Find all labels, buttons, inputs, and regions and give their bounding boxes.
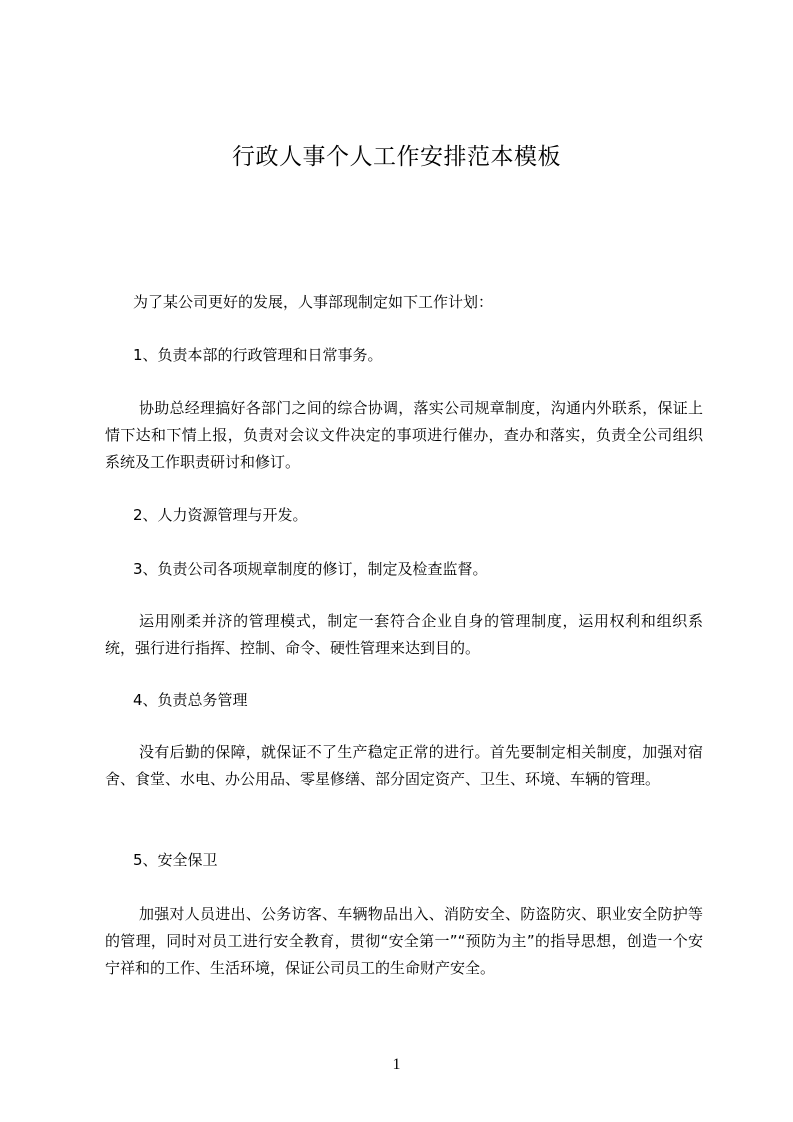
section-4-body: 没有后勤的保障，就保证不了生产稳定正常的进行。首先要制定相关制度，加强对宿舍、食堂、水电、办公用品、零星修缮、部分固定资产、卫生、环境、车辆的管理。 — [105, 743, 703, 788]
section-4-heading: 4、负责总务管理 — [133, 691, 248, 709]
section-1-heading: 1、负责本部的行政管理和日常事务。 — [133, 346, 383, 364]
section-5-body: 加强对人员进出、公务访客、车辆物品出入、消防安全、防盗防灾、职业安全防护等的管理，同时对员工进行安全教育，贯彻“安全第一”“预防为主”的指导思想，创造一个安宁祥和的工作、生活环境，保证公司员工的生命财产安全。 — [105, 905, 703, 977]
section-2-heading: 2、人力资源管理与开发。 — [133, 506, 308, 524]
section-3-heading: 3、负责公司各项规章制度的修订，制定及检查监督。 — [133, 560, 488, 578]
page-number: 1 — [392, 1056, 401, 1073]
section-1-body: 协助总经理搞好各部门之间的综合协调，落实公司规章制度，沟通内外联系，保证上情下达和下情上报，负责对会议文件决定的事项进行催办，查办和落实，负责全公司组织系统及工作职责研讨和修订。 — [105, 399, 703, 471]
section-3-body: 运用刚柔并济的管理模式，制定一套符合企业自身的管理制度，运用权利和组织系统，强行进行指挥、控制、命令、硬性管理来达到目的。 — [105, 612, 703, 657]
page-title: 行政人事个人工作安排范本模板 — [232, 144, 561, 170]
intro-paragraph: 为了某公司更好的发展，人事部现制定如下工作计划： — [133, 293, 494, 311]
section-5-heading: 5、安全保卫 — [133, 851, 218, 869]
